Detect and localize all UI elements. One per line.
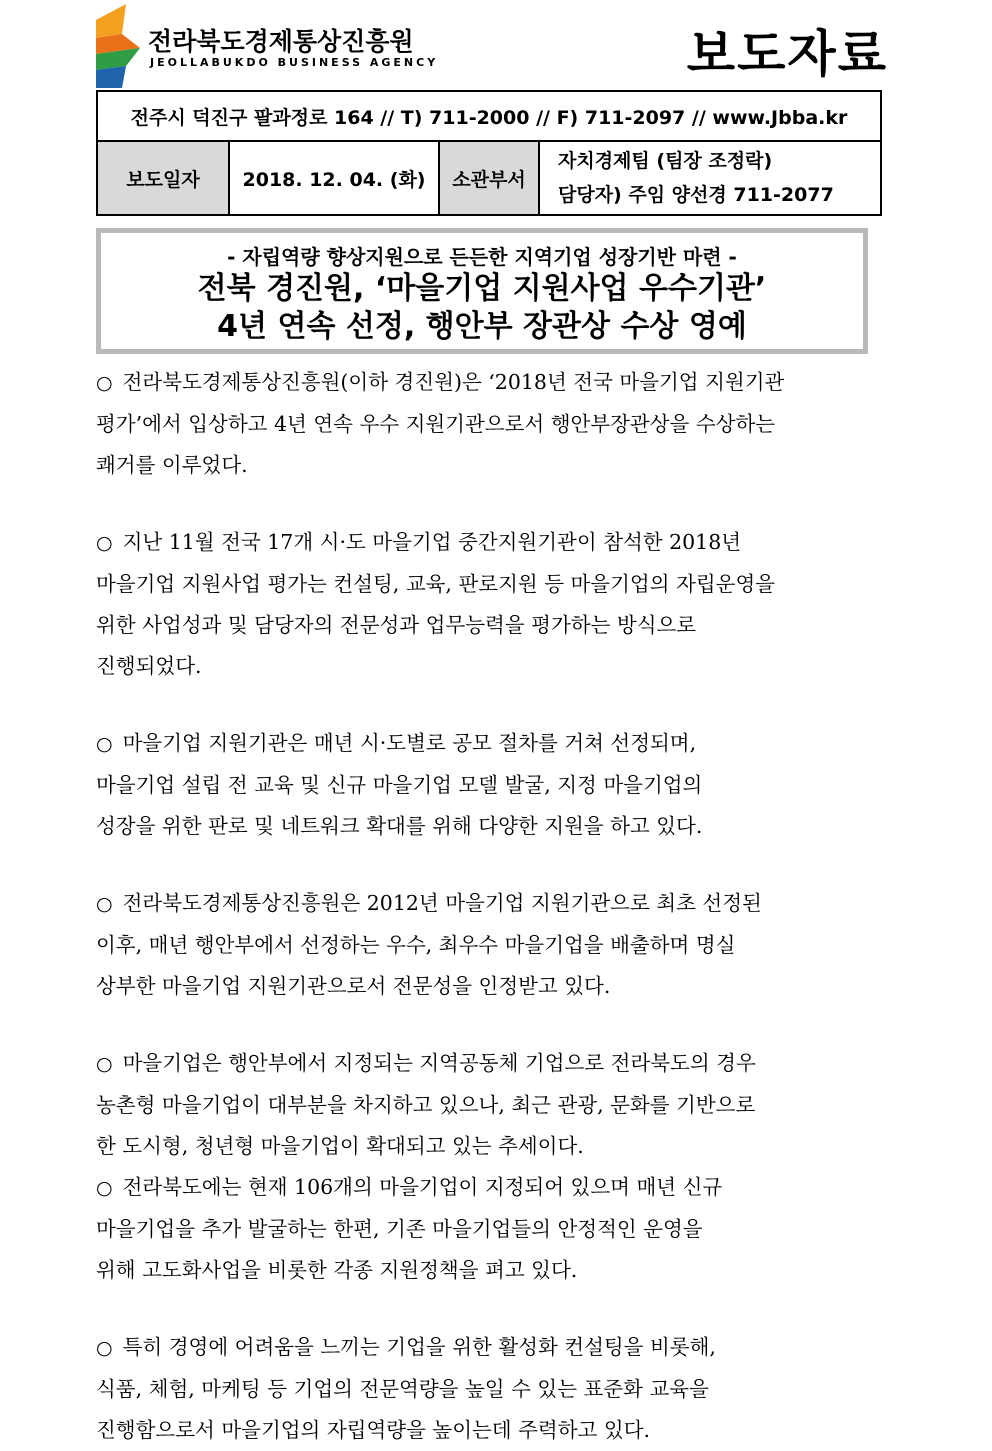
org-logo-mark-icon xyxy=(96,4,140,88)
department-contact: 담당자) 주임 양선경 711-2077 xyxy=(558,184,834,206)
paragraph-line: ○ 전라북도에는 현재 106개의 마을기업이 지정되어 있으며 매년 신규 xyxy=(96,1175,723,1199)
paragraph-line: ○ 마을기업 지원기관은 매년 시·도별로 공모 절차를 거쳐 선정되며, xyxy=(96,731,697,755)
press-info-table xyxy=(96,90,882,216)
release-date-value: 2018. 12. 04. (화) xyxy=(230,142,440,214)
contact-line: 전주시 덕진구 팔과정로 164 // T) 711-2000 // F) 711-2097 // www.Jbba.kr xyxy=(98,92,880,142)
paragraph-1 xyxy=(96,362,896,486)
article-body xyxy=(96,362,896,1451)
paragraph-6 xyxy=(96,1167,896,1291)
paragraph-3 xyxy=(96,723,896,847)
org-logo xyxy=(96,4,439,88)
bullet-icon: ○ xyxy=(96,733,113,755)
paragraph-line: ○ 특히 경영에 어려움을 느끼는 기업을 위한 활성화 컨설팅을 비롯해, xyxy=(96,1335,716,1359)
headline-box xyxy=(96,228,868,354)
paragraph-line: 이후, 매년 행안부에서 선정하는 우수, 최우수 마을기업을 배출하며 명실 xyxy=(96,933,736,957)
paragraph-line: 식품, 체험, 마케팅 등 기업의 전문역량을 높일 수 있는 표준화 교육을 xyxy=(96,1377,709,1401)
bullet-icon: ○ xyxy=(96,1053,113,1075)
info-row xyxy=(98,142,880,214)
paragraph-line: 마을기업 지원사업 평가는 컨설팅, 교육, 판로지원 등 마을기업의 자립운영을 xyxy=(96,572,776,596)
paragraph-line: 쾌거를 이루었다. xyxy=(96,453,248,477)
bullet-icon: ○ xyxy=(96,1337,113,1359)
paragraph-line: ○ 전라북도경제통상진흥원은 2012년 마을기업 지원기관으로 최초 선정된 xyxy=(96,891,762,915)
paragraph-line: ○ 마을기업은 행안부에서 지정되는 지역공동체 기업으로 전라북도의 경우 xyxy=(96,1051,756,1075)
paragraph-line: 상부한 마을기업 지원기관으로서 전문성을 인정받고 있다. xyxy=(96,974,611,998)
department-team: 자치경제팀 (팀장 조정락) xyxy=(558,150,773,172)
bullet-icon: ○ xyxy=(96,532,113,554)
paragraph-line: 마을기업 설립 전 교육 및 신규 마을기업 모델 발굴, 지정 마을기업의 xyxy=(96,773,703,797)
paragraph-line: 한 도시형, 청년형 마을기업이 확대되고 있는 추세이다. xyxy=(96,1134,584,1158)
paragraph-line: 진행되었다. xyxy=(96,654,202,678)
paragraph-line: ○ 전라북도경제통상진흥원(이하 경진원)은 ‘2018년 전국 마을기업 지원기관 xyxy=(96,370,785,394)
paragraph-line: 위해 고도화사업을 비롯한 각종 지원정책을 펴고 있다. xyxy=(96,1258,578,1282)
department-value xyxy=(540,142,880,214)
headline-title-line-2: 4년 연속 선정, 행안부 장관상 수상 영예 xyxy=(217,309,747,344)
org-name-en: JEOLLABUKDO BUSINESS AGENCY xyxy=(150,56,439,69)
org-name-ko: 전라북도경제통상진흥원 xyxy=(148,27,414,56)
paragraph-7 xyxy=(96,1327,896,1451)
paragraph-line: 농촌형 마을기업이 대부분을 차지하고 있으나, 최근 관광, 문화를 기반으로 xyxy=(96,1093,756,1117)
paragraph-line: 위한 사업성과 및 담당자의 전문성과 업무능력을 평가하는 방식으로 xyxy=(96,613,697,637)
paragraph-line: 평가’에서 입상하고 4년 연속 우수 지원기관으로서 행안부장관상을 수상하는 xyxy=(96,412,776,436)
headline-subhead: - 자립역량 향상지원으로 든든한 지역기업 성장기반 마련 - xyxy=(227,245,737,269)
paragraph-2 xyxy=(96,522,896,687)
bullet-icon: ○ xyxy=(96,1177,113,1199)
paragraph-line: 마을기업을 추가 발굴하는 한편, 기존 마을기업들의 안정적인 운영을 xyxy=(96,1217,703,1241)
department-label: 소관부서 xyxy=(440,142,540,214)
document-type-title: 보도자료 xyxy=(686,25,888,83)
headline-title-line-1: 전북 경진원, ‘마을기업 지원사업 우수기관’ xyxy=(197,271,767,306)
release-date-label: 보도일자 xyxy=(98,142,230,214)
paragraph-5 xyxy=(96,1043,896,1167)
paragraph-line: 성장을 위한 판로 및 네트워크 확대를 위해 다양한 지원을 하고 있다. xyxy=(96,814,703,838)
paragraph-line: 진행함으로서 마을기업의 자립역량을 높이는데 주력하고 있다. xyxy=(96,1418,650,1442)
bullet-icon: ○ xyxy=(96,893,113,915)
paragraph-line: ○ 지난 11월 전국 17개 시·도 마을기업 중간지원기관이 참석한 2018년 xyxy=(96,530,742,554)
paragraph-4 xyxy=(96,883,896,1007)
bullet-icon: ○ xyxy=(96,372,113,394)
